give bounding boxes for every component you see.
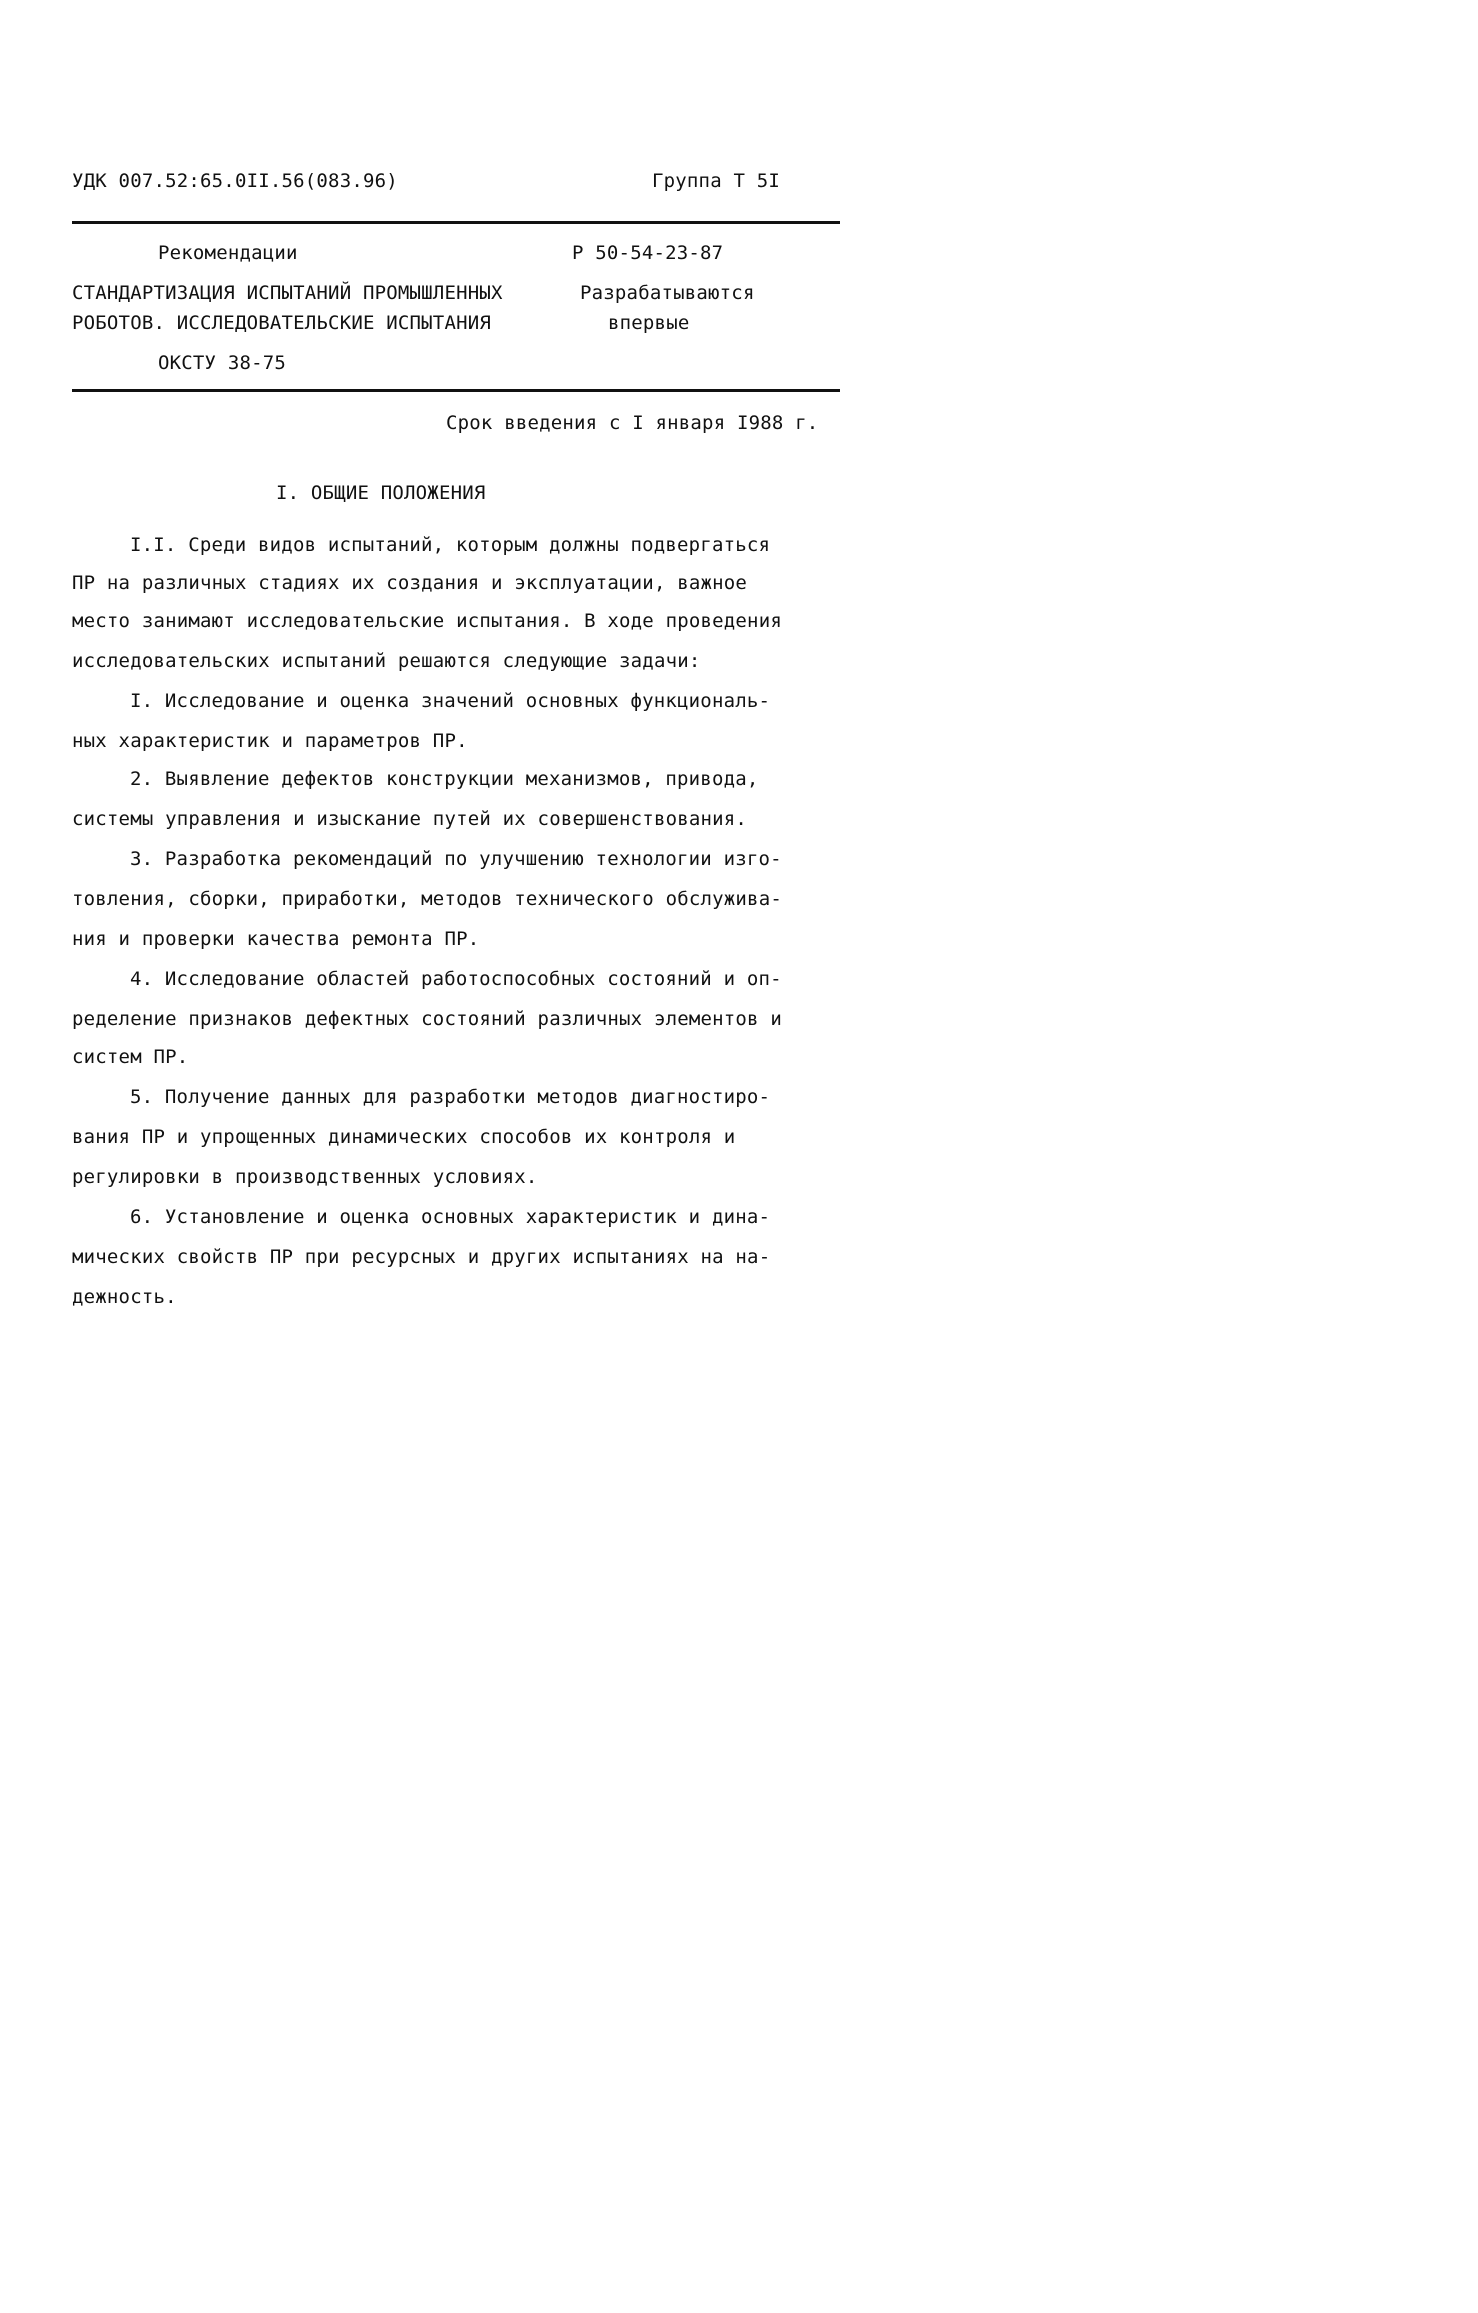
body-line: вания ПР и упрощенных динамических способов их контроля и xyxy=(72,1126,736,1148)
body-line: 4. Исследование областей работоспособных состояний и оп- xyxy=(130,968,782,990)
body-line: 5. Получение данных для разработки методов диагностиро- xyxy=(130,1086,771,1108)
body-line: исследовательских испытаний решаются следующие задачи: xyxy=(72,650,701,672)
title-line-1: СТАНДАРТИЗАЦИЯ ИСПЫТАНИЙ ПРОМЫШЛЕННЫХ xyxy=(72,282,503,304)
effective-date: Срок введения с I января I988 г. xyxy=(446,412,819,434)
body-line: ния и проверки качества ремонта ПР. xyxy=(72,928,480,950)
group-code: Группа Т 5I xyxy=(652,170,781,192)
developed-line-2: впервые xyxy=(608,312,690,334)
top-rule xyxy=(72,221,840,224)
oksty-code: ОКСТУ 38-75 xyxy=(158,352,287,374)
body-line: 2. Выявление дефектов конструкции механизмов, привода, xyxy=(130,768,759,790)
body-line: систем ПР. xyxy=(72,1046,189,1068)
body-line: ПР на различных стадиях их создания и эксплуатации, важное xyxy=(72,572,748,594)
developed-line-1: Разрабатываются xyxy=(580,282,755,304)
body-line: дежность. xyxy=(72,1286,177,1308)
body-line: 6. Установление и оценка основных характеристик и дина- xyxy=(130,1206,771,1228)
document-number: Р 50-54-23-87 xyxy=(572,242,724,264)
udk-code: УДК 007.52:65.0II.56(083.96) xyxy=(72,170,398,192)
body-line: I. Исследование и оценка значений основных функциональ- xyxy=(130,690,771,712)
bottom-rule xyxy=(72,389,840,392)
body-line: ределение признаков дефектных состояний различных элементов и xyxy=(72,1008,782,1030)
body-line: I.I. Среди видов испытаний, которым должны подвергаться xyxy=(130,534,771,556)
recommendations-label: Рекомендации xyxy=(158,242,298,264)
body-line: мических свойств ПР при ресурсных и других испытаниях на на- xyxy=(72,1246,771,1268)
body-line: 3. Разработка рекомендаций по улучшению технологии изго- xyxy=(130,848,782,870)
body-line: ных характеристик и параметров ПР. xyxy=(72,730,468,752)
title-line-2: РОБОТОВ. ИССЛЕДОВАТЕЛЬСКИЕ ИСПЫТАНИЯ xyxy=(72,312,492,334)
body-line: товления, сборки, приработки, методов технического обслужива- xyxy=(72,888,782,910)
body-line: регулировки в производственных условиях. xyxy=(72,1166,538,1188)
body-line: системы управления и изыскание путей их совершенствования. xyxy=(72,808,748,830)
body-line: место занимают исследовательские испытания. В ходе проведения xyxy=(72,610,782,632)
section-title: I. ОБЩИЕ ПОЛОЖЕНИЯ xyxy=(276,482,486,504)
document-page xyxy=(0,0,1000,1570)
